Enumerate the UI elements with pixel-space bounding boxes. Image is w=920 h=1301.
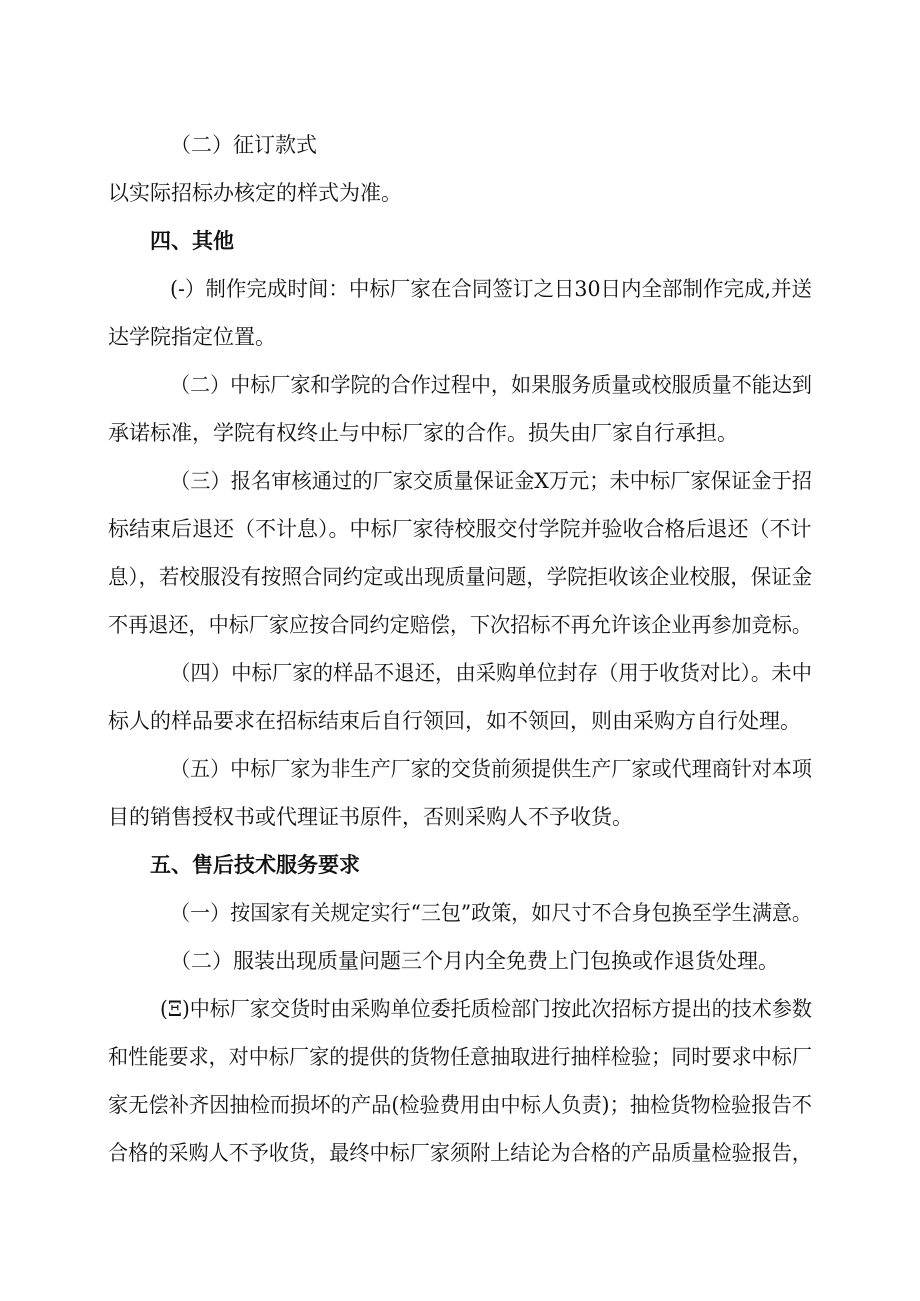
- line-text: （一）按国家有关规定实行“三包”政策，如尺寸不合身包换至学生满意。: [170, 901, 812, 925]
- line-text: (Ξ)中标厂家交货时由采购单位委托质检部门按此次招标方提出的技术参数: [160, 997, 812, 1021]
- line-text: 标人的样品要求在招标结束后自行领回，如不领回，则由采购方自行处理。: [108, 709, 801, 733]
- line-text: 不再退还，中标厂家应按合同约定赔偿，下次招标不再允许该企业再参加竞标。: [108, 613, 812, 637]
- line-text: 达学院指定位置。: [108, 325, 276, 349]
- line-text: （二）中标厂家和学院的合作过程中，如果服务质量或校服质量不能达到: [170, 373, 812, 397]
- line-text: 息），若校服没有按照合同约定或出现质量问题，学院拒收该企业校服，保证金: [108, 565, 812, 589]
- line-text: 和性能要求，对中标厂家的提供的货物任意抽取进行抽样检验；同时要求中标厂: [108, 1045, 812, 1069]
- line-text: 家无偿补齐因抽检而损坏的产品(检验费用由中标人负责)；抽检货物检验报告不: [108, 1093, 812, 1117]
- line-text: 五、售后技术服务要求: [150, 852, 360, 877]
- line-text: 标结束后退还（不计息）。中标厂家待校服交付学院并验收合格后退还（不计: [108, 517, 812, 541]
- line-text: 以实际招标办核定的样式为准。: [108, 181, 402, 205]
- line-text: （二）服装出现质量问题三个月内全免费上门包换或作退货处理。: [170, 949, 779, 973]
- line-text: （五）中标厂家为非生产厂家的交货前须提供生产厂家或代理商针对本项: [170, 757, 812, 781]
- line-text: 承诺标准，学院有权终止与中标厂家的合作。损失由厂家自行承担。: [108, 421, 738, 445]
- line-text: 四、其他: [150, 228, 234, 253]
- line-text: （二）征订款式: [170, 133, 317, 157]
- line-text: (-）制作完成时间：中标厂家在合同签订之日30日内全部制作完成,并送: [170, 277, 812, 301]
- line-text: 合格的采购人不予收货，最终中标厂家须附上结论为合格的产品质量检验报告，: [108, 1141, 812, 1165]
- line-text: （三）报名审核通过的厂家交质量保证金X万元；未中标厂家保证金于招: [170, 469, 812, 493]
- line-text: （四）中标厂家的样品不退还，由采购单位封存（用于收货对比）。未中: [170, 661, 812, 685]
- line-text: 目的销售授权书或代理证书原件，否则采购人不予收货。: [108, 805, 633, 829]
